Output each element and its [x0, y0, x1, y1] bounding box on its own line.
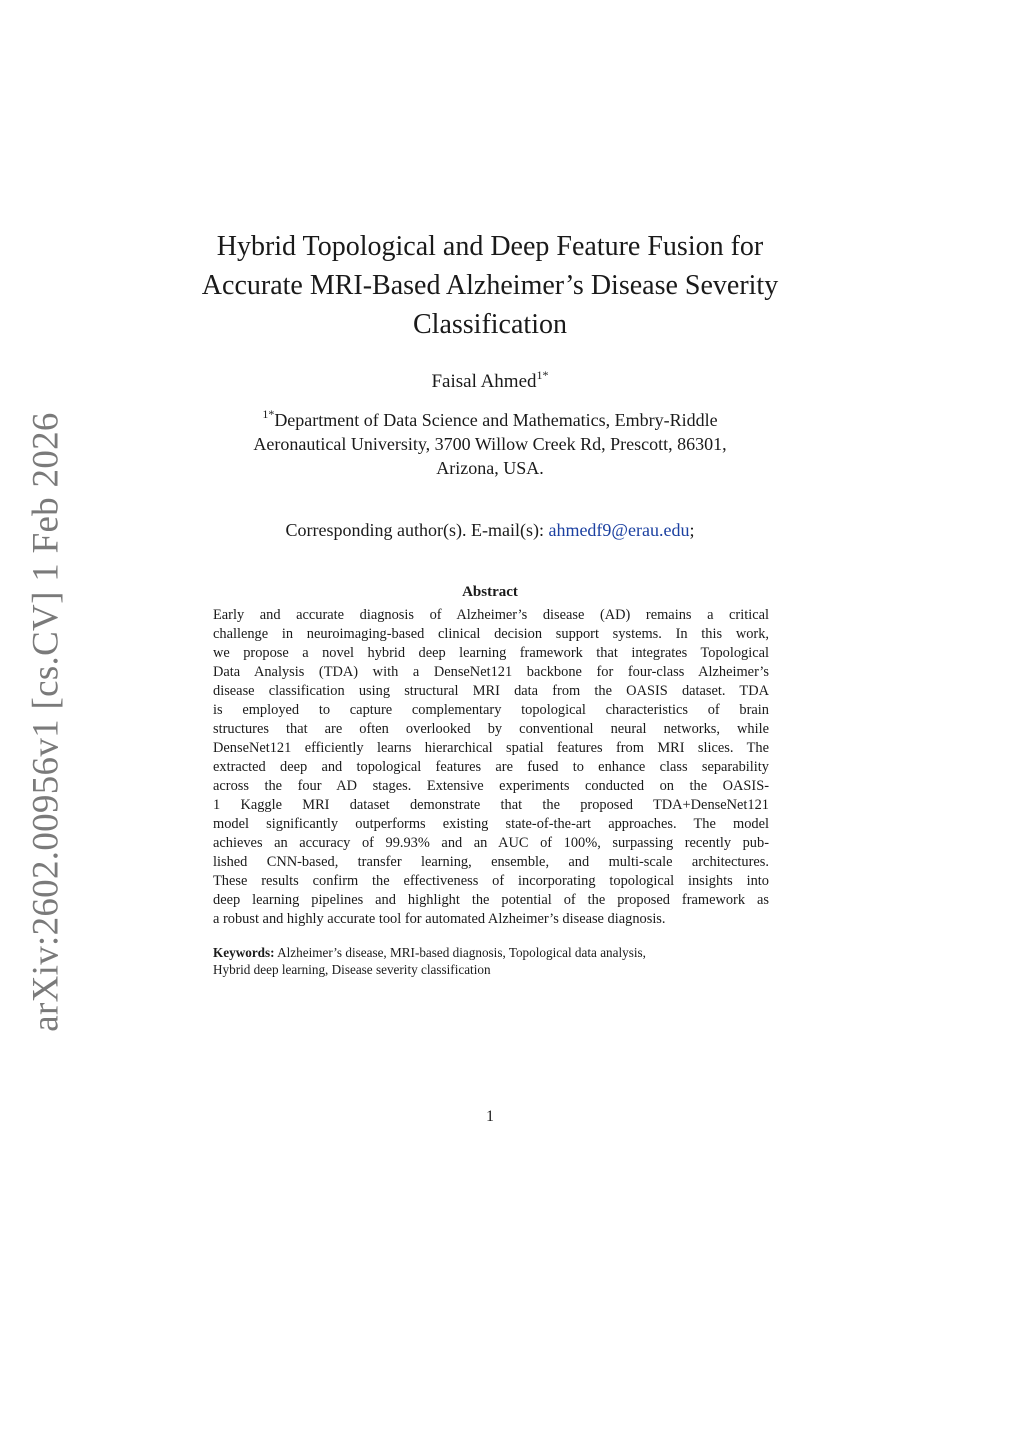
email-link[interactable]: ahmedf9@erau.edu — [548, 520, 690, 540]
title-line: Hybrid Topological and Deep Feature Fusion for — [216, 231, 764, 262]
author-line — [180, 368, 800, 393]
affiliation-line: Aeronautical University, 3700 Willow Creek Rd, Prescott, 86301, — [253, 434, 727, 454]
abstract-line: DenseNet121 efficiently learns hierarchical spatial features from MRI slices. The — [213, 740, 769, 756]
abstract-line: lished CNN-based, transfer learning, ensemble, and multi-scale architectures. — [213, 854, 769, 870]
author-name: Faisal Ahmed — [431, 371, 537, 392]
abstract-line: extracted deep and topological features are fused to enhance class separability — [213, 759, 769, 775]
author-marker: 1* — [536, 368, 549, 382]
keywords-text: Alzheimer’s disease, MRI-based diagnosis, Topological data analysis, — [274, 945, 646, 960]
abstract-line: across the four AD stages. Extensive experiments conducted on the OASIS- — [213, 778, 769, 794]
affiliation-line — [180, 408, 800, 432]
corresponding-label: Corresponding author(s). E-mail(s): — [285, 520, 549, 540]
paper-title — [180, 227, 800, 344]
corresponding-author — [180, 520, 800, 541]
keywords-label: Keywords: — [213, 945, 275, 960]
abstract-line: challenge in neuroimaging-based clinical decision support systems. In this work, — [213, 626, 769, 642]
keywords-line — [213, 944, 769, 961]
abstract-line: model significantly outperforms existing state-of-the-art approaches. The model — [213, 816, 769, 832]
abstract-line: disease classification using structural MRI data from the OASIS dataset. TDA — [213, 683, 769, 699]
affiliation — [180, 408, 800, 480]
abstract-line: a robust and highly accurate tool for automated Alzheimer’s disease diagnosis. — [213, 911, 666, 927]
arxiv-identifier: arXiv:2602.00956v1 [cs.CV] 1 Feb 2026 — [25, 412, 67, 1032]
abstract-body — [213, 606, 769, 929]
abstract-heading: Abstract — [462, 584, 518, 600]
abstract-line: is employed to capture complementary topological characteristics of brain — [213, 702, 769, 718]
affiliation-text: Department of Data Science and Mathematics, Embry-Riddle — [274, 410, 718, 430]
title-line: Accurate MRI-Based Alzheimer’s Disease Severity — [201, 270, 779, 301]
corresponding-suffix: ; — [689, 520, 695, 540]
abstract-line: These results confirm the effectiveness of incorporating topological insights into — [213, 873, 769, 889]
affiliation-marker: 1* — [262, 407, 275, 421]
keywords — [213, 944, 769, 978]
abstract-line: we propose a novel hybrid deep learning framework that integrates Topological — [213, 645, 769, 661]
keywords-line: Hybrid deep learning, Disease severity classification — [213, 962, 491, 977]
page-number: 1 — [486, 1108, 494, 1125]
abstract-line: 1 Kaggle MRI dataset demonstrate that the proposed TDA+DenseNet121 — [213, 797, 769, 813]
abstract-line: deep learning pipelines and highlight the potential of the proposed framework as — [213, 892, 769, 908]
affiliation-line: Arizona, USA. — [436, 458, 544, 478]
abstract-line: Early and accurate diagnosis of Alzheimer’s disease (AD) remains a critical — [213, 607, 769, 623]
title-line: Classification — [413, 309, 567, 340]
abstract-line: achieves an accuracy of 99.93% and an AUC of 100%, surpassing recently pub- — [213, 835, 769, 851]
abstract-line: structures that are often overlooked by conventional neural networks, while — [213, 721, 769, 737]
abstract-line: Data Analysis (TDA) with a DenseNet121 backbone for four-class Alzheimer’s — [213, 664, 769, 680]
